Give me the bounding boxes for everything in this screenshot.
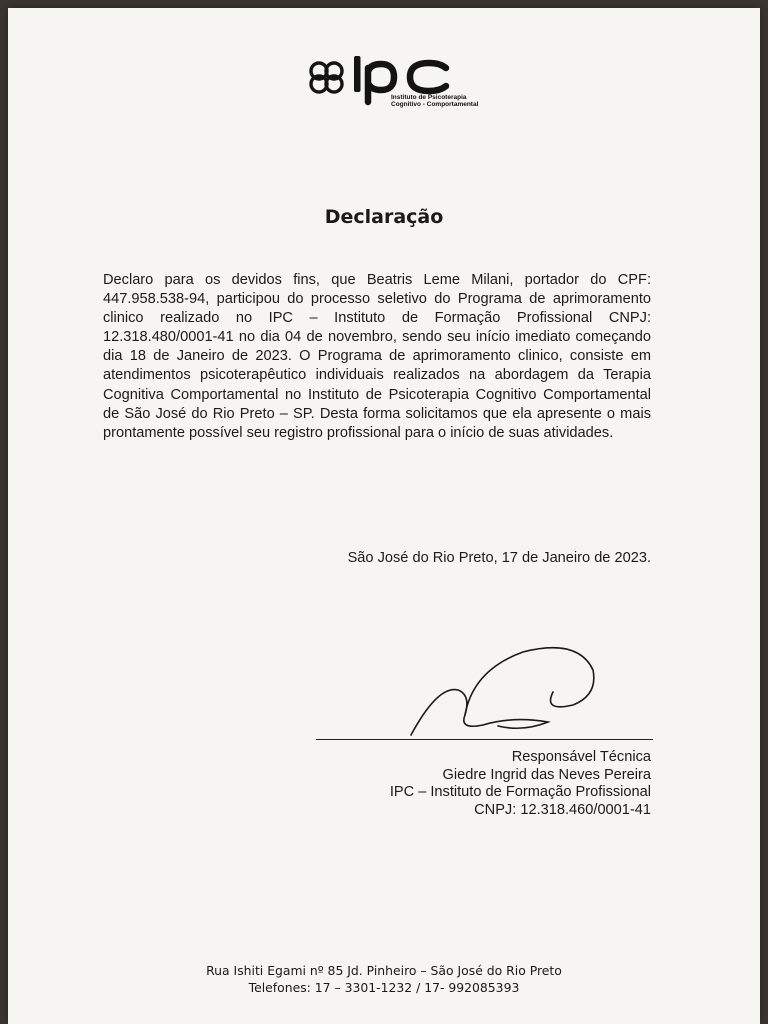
signatory-institution: IPC – Instituto de Formação Profissional xyxy=(389,784,651,801)
signatory-block xyxy=(308,749,651,819)
document-page xyxy=(8,8,760,1024)
signatory-name: Giedre Ingrid das Neves Pereira xyxy=(442,766,651,783)
logo-tagline-line1: Instituto de Psicoterapia xyxy=(391,94,467,101)
declaration-body: Declaro para os devidos fins, que Beatris Leme Milani, portador do CPF: 447.958.538-94, participou do processo seletivo do Programa de aprimoramento clinico realizado no IPC – Instituto de Formação Profissional CNPJ: 12.318.480/0001-41 no dia 04 de novembro, sendo seu início imediato começando dia 18 de Janeiro de 2023. O Programa de aprimoramento clinico, consiste em atendimentos psicoterapêutico individuais realizados na abordagem da Terapia Cognitiva Comportamental no Instituto de Psicoterapia Cognitivo Comportamental de São José do Rio Preto – SP. Desta forma solicitamos que ela apresente o mais prontamente possível seu registro profissional para o início de suas atividades. xyxy=(103,272,651,441)
signatory-cnpj: CNPJ: 12.318.460/0001-41 xyxy=(474,801,651,818)
handwritten-signature-icon xyxy=(403,640,603,740)
footer-address: Rua Ishiti Egami nº 85 Jd. Pinheiro – São José do Rio Preto xyxy=(206,963,562,978)
signatory-role: Responsável Técnica xyxy=(511,749,651,765)
signature-line xyxy=(316,739,653,740)
logo-tagline xyxy=(391,94,478,108)
date-line: São José do Rio Preto, 17 de Janeiro de 2023. xyxy=(347,550,651,566)
logo-tagline-line2: Cognitivo - Comportamental xyxy=(391,101,479,108)
page-footer xyxy=(8,962,760,996)
footer-phones: Telefones: 17 – 3301-1232 / 17- 992085393 xyxy=(248,980,520,995)
document-title: Declaração xyxy=(324,206,444,228)
